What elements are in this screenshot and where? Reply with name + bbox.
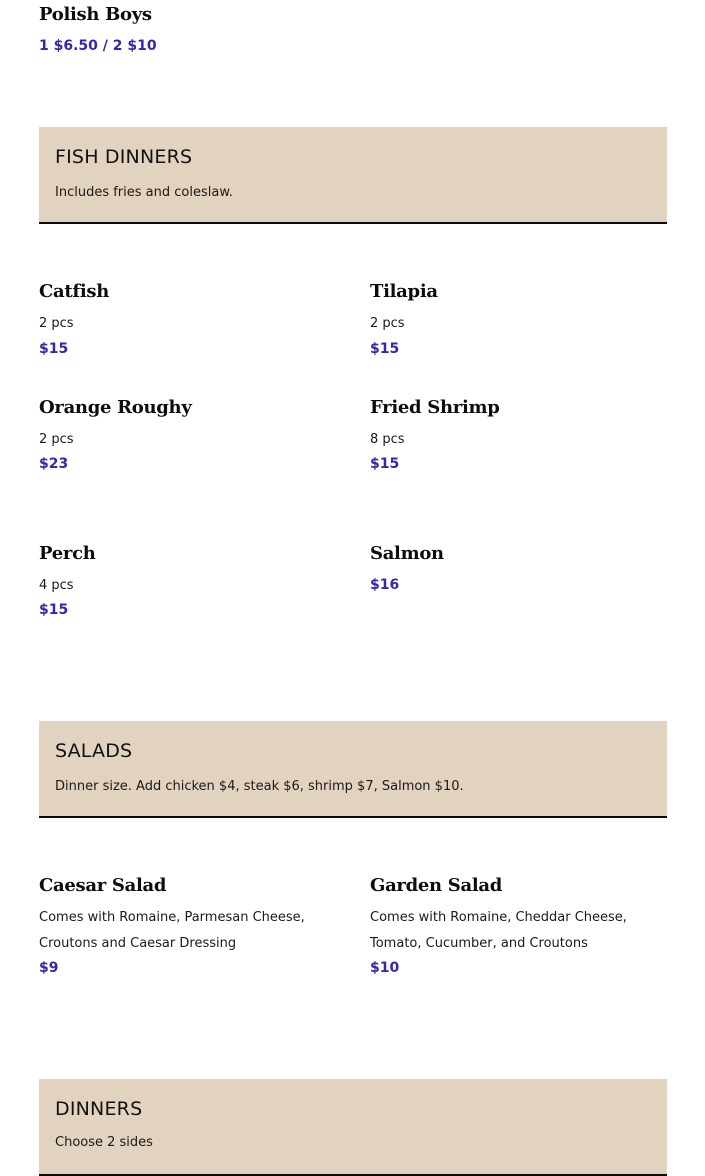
item-name: Tilapia <box>370 281 438 302</box>
section-title: FISH DINNERS <box>55 146 193 168</box>
item-price: $15 <box>370 456 400 472</box>
section-subtitle: Includes fries and coleslaw. <box>55 185 233 200</box>
section-title: SALADS <box>55 740 133 762</box>
item-name: Catfish <box>39 281 110 302</box>
section-title: DINNERS <box>55 1098 143 1120</box>
item-desc: 4 pcs <box>39 578 74 593</box>
item-desc: 2 pcs <box>39 432 74 447</box>
item-desc-line2: Tomato, Cucumber, and Croutons <box>370 936 588 951</box>
item-price: $15 <box>39 602 69 618</box>
item-desc-line1: Comes with Romaine, Parmesan Cheese, <box>39 910 305 925</box>
item-name: Caesar Salad <box>39 875 167 896</box>
section-header-salads <box>39 721 667 818</box>
item-price: $9 <box>39 960 59 976</box>
item-desc-line2: Croutons and Caesar Dressing <box>39 936 237 951</box>
item-price: $16 <box>370 577 400 593</box>
item-name: Garden Salad <box>370 875 503 896</box>
item-name: Salmon <box>370 543 444 564</box>
section-subtitle: Dinner size. Add chicken $4, steak $6, shrimp $7, Salmon $10. <box>55 779 464 794</box>
section-subtitle: Choose 2 sides <box>55 1135 153 1150</box>
item-price: 1 $6.50 / 2 $10 <box>39 38 157 54</box>
section-header-fish-dinners <box>39 127 667 224</box>
item-name: Fried Shrimp <box>370 397 500 418</box>
item-desc: 2 pcs <box>370 316 405 331</box>
item-desc: 8 pcs <box>370 432 405 447</box>
item-name: Orange Roughy <box>39 397 192 418</box>
section-header-dinners <box>39 1079 667 1176</box>
item-price: $15 <box>370 341 400 357</box>
item-desc-line1: Comes with Romaine, Cheddar Cheese, <box>370 910 627 925</box>
item-price: $10 <box>370 960 400 976</box>
item-name: Polish Boys <box>39 4 152 25</box>
item-desc: 2 pcs <box>39 316 74 331</box>
item-price: $23 <box>39 456 69 472</box>
item-name: Perch <box>39 543 96 564</box>
item-price: $15 <box>39 341 69 357</box>
